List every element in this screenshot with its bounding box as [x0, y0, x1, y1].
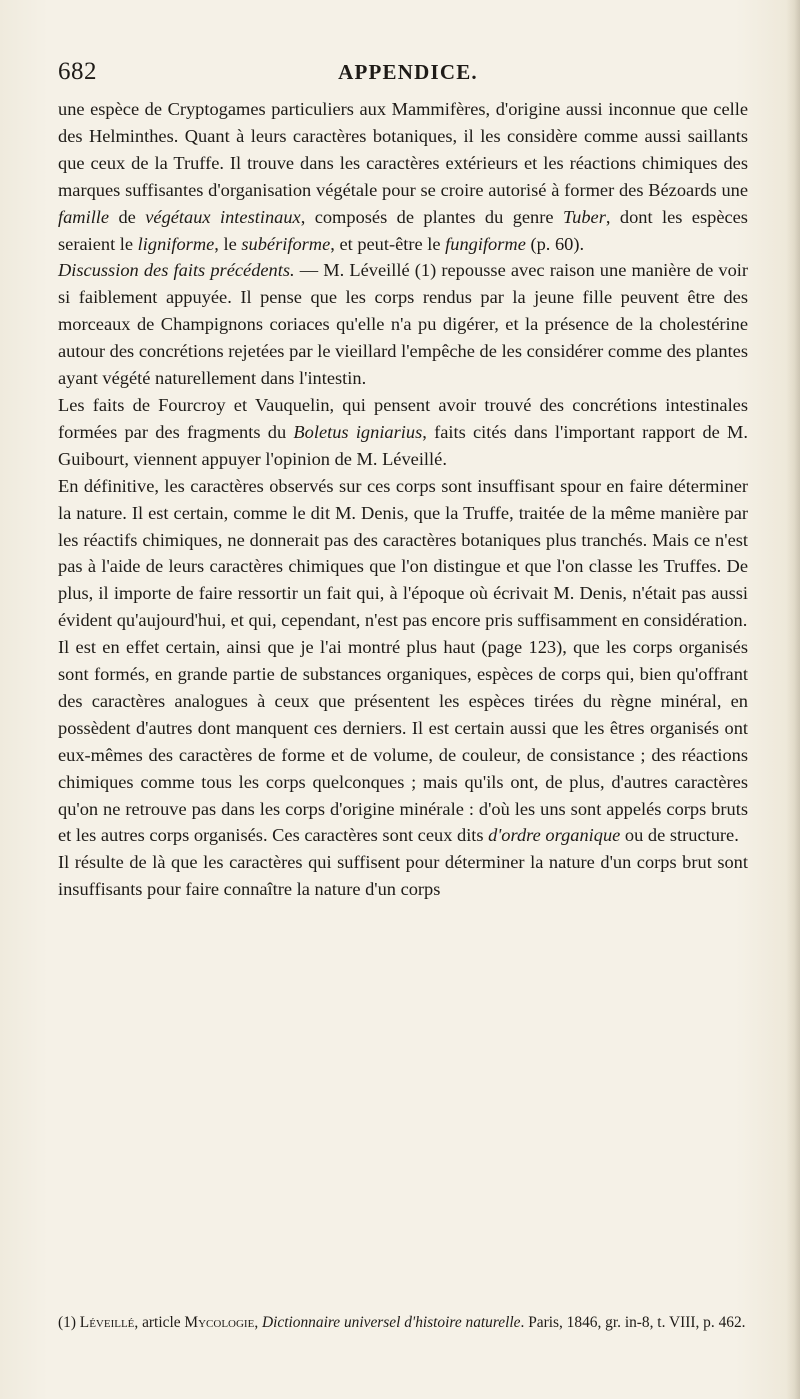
italic-text: Dictionnaire universel d'histoire naturelle — [262, 1314, 521, 1331]
small-caps-text: Mycologie — [184, 1314, 255, 1331]
paragraph — [58, 392, 748, 473]
small-caps-text: Léveillé — [79, 1314, 135, 1331]
text-run: Les faits de Fourcroy et Vauquelin, qui pensent avoir trouvé des concrétions intestinales formées par des fragments du — [58, 394, 748, 442]
italic-text: Discussion des faits précédents. — [58, 260, 295, 281]
paragraph — [58, 473, 748, 634]
text-run: (p. 60). — [525, 233, 585, 254]
text-run: — M. Léveillé (1) repousse avec raison une manière de voir si faiblement appuyée. Il pense que les corps rendus par la jeune fille peuvent être des morceaux de Champignons coriaces qu'elle n'a pu digérer, et la présence de la cholestérine autour des concrétions rejetées par le vieillard l'empêche de les considérer comme des plantes ayant végété naturellement dans l'intestin. — [58, 260, 749, 389]
text-run: En définitive, les caractères observés sur ces corps sont insuffisant spour en faire déterminer la nature. Il est certain, comme le dit M. Denis, que la Truffe, traitée de la même manière par les réactifs chimiques, ne donnerait pas des caractères botaniques plus tranchés. Mais ce n'est pas à l'aide de leurs caractères chimiques que l'on distingue et que l'on classe les Truffes. De plus, il importe de faire ressortir un fait qui, à l'époque où écrivait M. Denis, n'était pas aussi évident qu'aujourd'hui, et qui, cependant, n'est pas encore pris suffisamment en considération. — [58, 475, 748, 631]
italic-text: Tuber — [562, 206, 606, 227]
body-text — [58, 96, 748, 903]
text-run: . Paris, 1846, gr. in-8, t. VIII, p. 462. — [520, 1314, 746, 1331]
italic-text: d'ordre organique — [488, 825, 621, 846]
text-run: , dont les espèces seraient le — [58, 206, 748, 254]
page-number: 682 — [58, 58, 97, 85]
text-run: , composés de plantes du genre — [300, 206, 563, 227]
italic-text: fungiforme — [445, 233, 526, 254]
paragraph — [58, 96, 748, 257]
running-head: APPENDICE. — [338, 60, 478, 84]
text-run: , faits cités dans l'important rapport de M. Guibourt, viennent appuyer l'opinion de M. Léveillé. — [58, 421, 749, 469]
page-header — [58, 58, 758, 92]
text-run: , le — [214, 233, 242, 254]
italic-text: famille — [58, 206, 110, 227]
italic-text: subériforme — [241, 233, 331, 254]
paragraph — [58, 257, 748, 392]
italic-text: Boletus igniarius — [293, 421, 423, 442]
footnote — [58, 1313, 748, 1333]
text-run: Il est en effet certain, ainsi que je l'ai montré plus haut (page 123), que les corps organisés sont formés, en grande partie de substances organiques, espèces de corps qui, bien qu'offrant des caractères analogues à ceux que présentent les espèces tirées du règne minéral, en possèdent d'autres dont manquent ces derniers. Il est certain aussi que les êtres organisés ont eux-mêmes des caractères de forme et de volume, de couleur, de consistance ; des réactions chimiques comme tous les corps quelconques ; mais qu'ils ont, de plus, d'autres caractères qu'on ne retrouve pas dans les corps d'origine minérale : d'où les uns sont appelés corps bruts et les autres corps organisés. Ces caractères sont ceux dits — [58, 637, 748, 846]
text-run: de — [109, 206, 146, 227]
italic-text: ligniforme — [137, 233, 215, 254]
page-edge-shadow — [786, 0, 800, 1399]
italic-text: végétaux intestinaux — [145, 206, 301, 227]
paragraph — [58, 849, 748, 903]
text-run: une espèce de Cryptogames particuliers aux Mammifères, d'origine aussi inconnue que celle des Helminthes. Quant à leurs caractères botaniques, il les considère comme aussi saillants que ceux de la Truffe. Il trouve dans les caractères extérieurs et les réactions chimiques des marques suffisantes d'organisation végétale pour se croire autorisé à former des Bézoards une — [58, 99, 748, 200]
text-run: ou de structure. — [620, 825, 739, 846]
text-run: , article — [134, 1314, 185, 1331]
text-run: (1) — [58, 1314, 80, 1331]
text-run: Il résulte de là que les caractères qui suffisent pour déterminer la nature d'un corps brut sont insuffisants pour faire connaître la nature d'un corps — [58, 852, 748, 900]
paragraph — [58, 634, 748, 849]
text-run: , et peut-être le — [330, 233, 446, 254]
text-run: , — [254, 1314, 263, 1331]
